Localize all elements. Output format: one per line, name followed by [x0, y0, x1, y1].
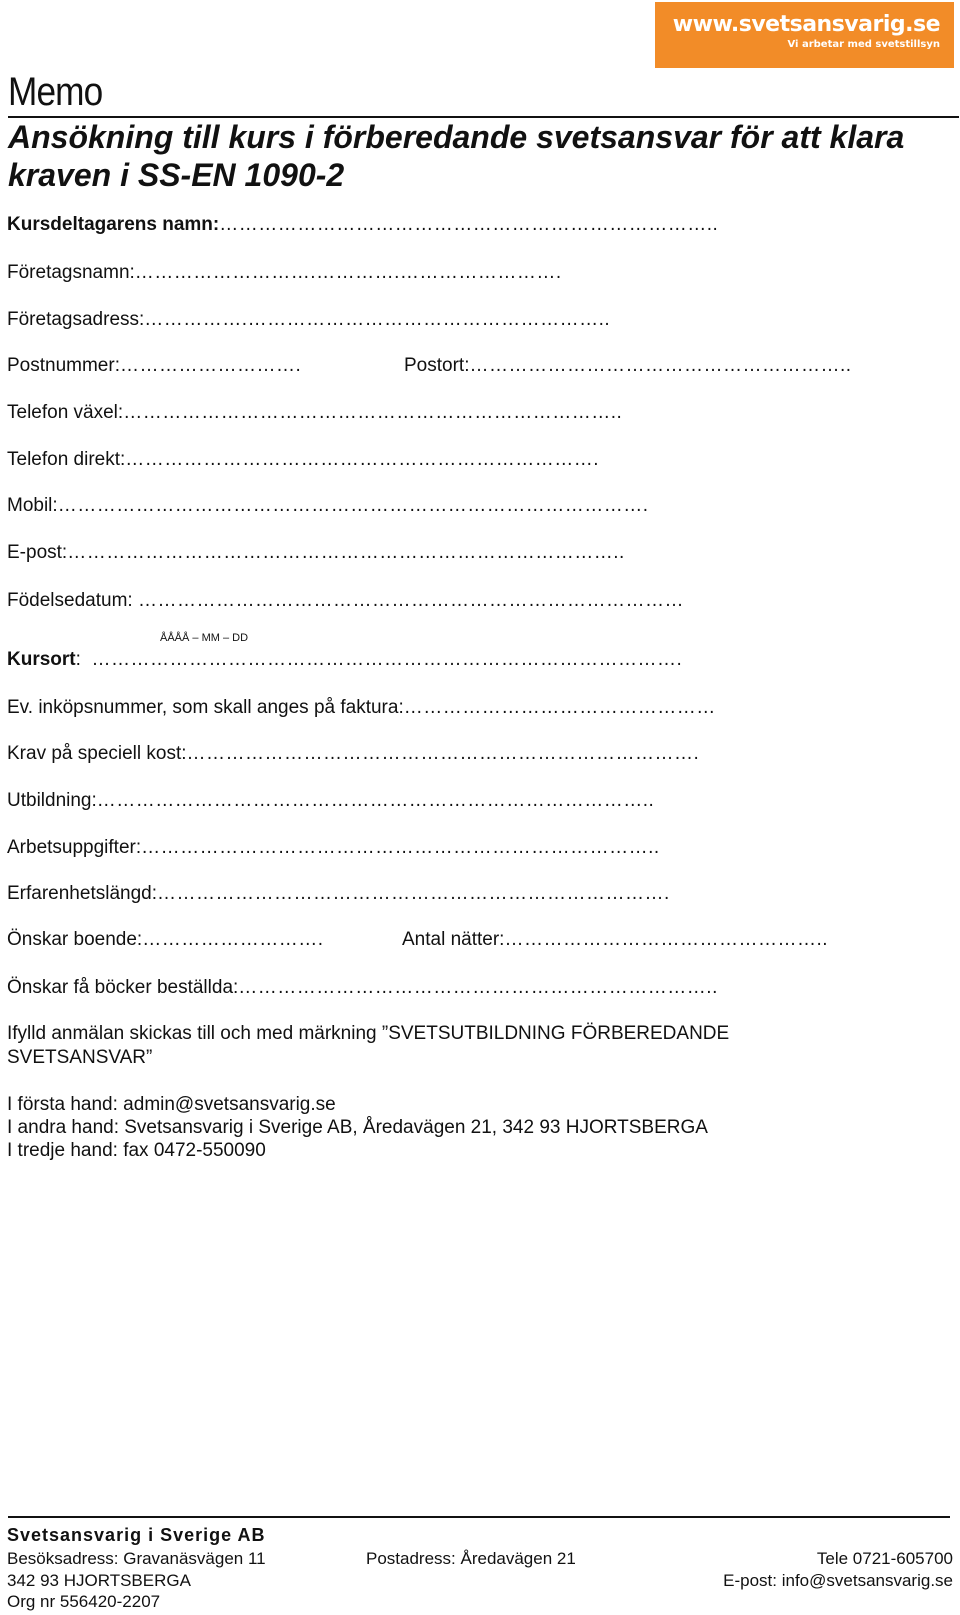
field-inkopsnummer[interactable] — [7, 696, 716, 720]
field-blank[interactable]: ……………………….………….……………………. — [134, 262, 562, 283]
field-blank[interactable]: ………………………………………………………………………………. — [57, 495, 649, 516]
field-boende[interactable] — [7, 928, 323, 952]
contact-third: I tredje hand: fax 0472-550090 — [7, 1140, 266, 1161]
field-label: Arbetsuppgifter: — [7, 837, 142, 858]
field-label: Kursdeltagarens namn: — [7, 214, 220, 235]
footer-post-address: Postadress: Åredavägen 21 — [366, 1549, 576, 1568]
contact-second: I andra hand: Svetsansvarig i Sverige AB, Åredavägen 21, 342 93 HJORTSBERGA — [7, 1117, 708, 1138]
field-label: Antal nätter: — [402, 929, 505, 950]
field-blank[interactable]: ………………………………………………………………………… — [137, 590, 684, 611]
date-format-hint: ÅÅÅÅ – MM – DD — [160, 632, 249, 644]
field-blank[interactable]: ………………………………………………………………….. — [219, 214, 719, 235]
field-blank[interactable]: ……………………………………………………………………. — [186, 743, 700, 764]
field-postort[interactable] — [404, 354, 852, 378]
footer-org-nr: Org nr 556420-2207 — [7, 1592, 161, 1611]
page-title: Ansökning till kurs i förberedande svetsansvar för att klara kraven i SS-EN 1090-2 — [8, 119, 905, 193]
field-antal-natter[interactable] — [402, 928, 828, 952]
field-bocker[interactable] — [7, 976, 718, 1000]
field-label: Önskar få böcker beställda: — [7, 977, 239, 998]
field-postnummer[interactable] — [7, 354, 301, 378]
field-colon: : — [75, 649, 81, 670]
field-kursort[interactable] — [7, 648, 682, 672]
field-blank[interactable]: …………….……………………………………………….. — [144, 309, 611, 330]
field-blank[interactable]: …………………………………………………………………….. — [141, 837, 660, 858]
field-blank[interactable]: ………………………………………………………………. — [125, 449, 600, 470]
field-label: Utbildning: — [7, 790, 97, 811]
field-arbetsuppgifter[interactable] — [7, 836, 660, 860]
field-blank[interactable]: ……………………………………………………………………. — [157, 883, 670, 904]
field-label: Önskar boende: — [7, 929, 143, 950]
field-mobil[interactable] — [7, 494, 648, 518]
field-blank[interactable]: ……………………………………………………………….. — [238, 977, 718, 998]
field-kursdeltagare[interactable] — [7, 213, 718, 237]
field-blank[interactable]: ………………………. — [119, 355, 302, 376]
field-label: Telefon växel: — [7, 402, 124, 423]
field-fodelsedatum[interactable] — [7, 589, 684, 613]
field-erfarenhet[interactable] — [7, 882, 670, 906]
footer-company: Svetsansvarig i Sverige AB — [7, 1525, 266, 1545]
send-instructions: Ifylld anmälan skickas till och med märkning ”SVETSUTBILDNING FÖRBEREDANDE SVETSANSVAR” — [7, 1023, 730, 1068]
footer-visit-address: Besöksadress: Gravanäsvägen 11 — [7, 1549, 266, 1568]
logo — [655, 2, 954, 68]
field-kost[interactable] — [7, 742, 699, 766]
field-label: Postort: — [404, 355, 470, 376]
footer-divider — [8, 1516, 950, 1518]
field-blank[interactable]: ………………………………………………………………………….. — [67, 542, 625, 563]
field-blank[interactable]: ………………………. — [142, 929, 324, 950]
field-blank[interactable]: ………………………………………………….. — [469, 355, 852, 376]
field-utbildning[interactable] — [7, 789, 654, 813]
field-foretagsnamn[interactable] — [7, 261, 562, 285]
field-label: Ev. inköpsnummer, som skall anges på faktura: — [7, 697, 404, 718]
field-label: Erfarenhetslängd: — [7, 883, 157, 904]
field-label: Företagsadress: — [7, 309, 145, 330]
field-label: Företagsnamn: — [7, 262, 135, 283]
field-blank[interactable]: ………………………………………… — [403, 697, 716, 718]
footer-phone: Tele 0721-605700 — [816, 1549, 953, 1568]
logo-url: www.svetsansvarig.se — [672, 12, 940, 37]
field-blank[interactable]: ………………………………………….. — [504, 929, 829, 950]
field-label: Krav på speciell kost: — [7, 743, 187, 764]
field-blank[interactable]: ………………………………………………………………….. — [123, 402, 623, 423]
field-label: Mobil: — [7, 495, 58, 516]
field-telefon-vaxel[interactable] — [7, 401, 622, 425]
footer-email: E-post: info@svetsansvarig.se — [723, 1571, 953, 1590]
field-telefon-direkt[interactable] — [7, 448, 599, 472]
field-label: E-post: — [7, 542, 68, 563]
field-label: Födelsedatum: — [7, 590, 133, 611]
memo-label: Memo — [8, 70, 103, 114]
logo-tagline: Vi arbetar med svetstillsyn — [787, 39, 940, 50]
field-blank[interactable]: ………………………………………………………………………………. — [91, 649, 683, 670]
field-blank[interactable]: ………………………………………………………………………….. — [96, 790, 655, 811]
field-label: Telefon direkt: — [7, 449, 126, 470]
field-foretagsadress[interactable] — [7, 308, 610, 332]
field-label: Postnummer: — [7, 355, 120, 376]
field-label: Kursort — [7, 649, 76, 670]
field-epost[interactable] — [7, 541, 625, 565]
footer-city: 342 93 HJORTSBERGA — [7, 1571, 191, 1590]
contact-first: I första hand: admin@svetsansvarig.se — [7, 1094, 336, 1115]
